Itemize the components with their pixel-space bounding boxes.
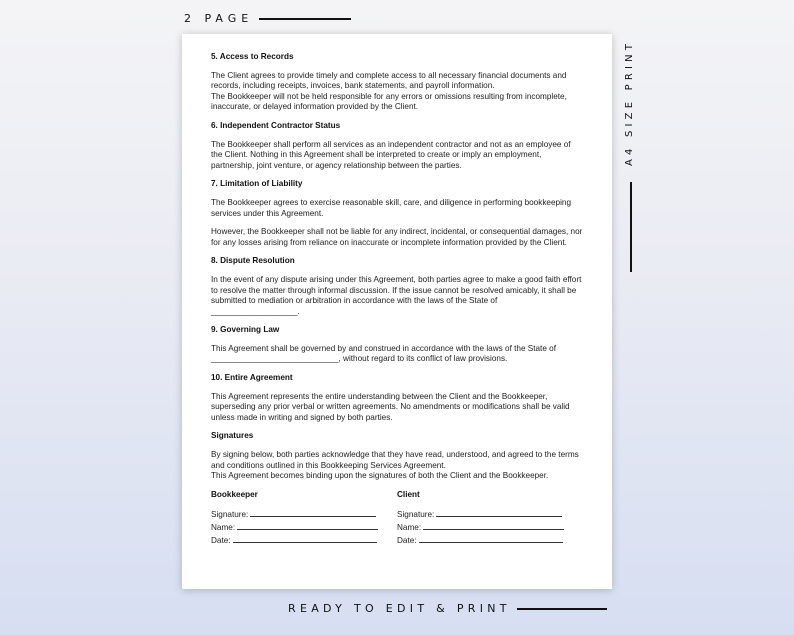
- document-section: [211, 121, 583, 171]
- page-count-label: 2 PAGE: [184, 12, 254, 25]
- signature-block: [397, 490, 583, 546]
- signature-field: [211, 521, 397, 534]
- edit-print-label: READY TO EDIT & PRINT: [288, 602, 511, 615]
- signature-blocks: [211, 490, 583, 546]
- document-section: [211, 325, 583, 365]
- signature-blank-line: [233, 534, 377, 543]
- signature-blank-line: [419, 534, 563, 543]
- signature-blank-line: [250, 508, 376, 517]
- signature-field: [397, 521, 583, 534]
- section-heading: 8. Dispute Resolution: [211, 256, 295, 266]
- signature-field: [397, 534, 583, 547]
- section-paragraph: The Bookkeeper agrees to exercise reasonable skill, care, and diligence in performing bookkeeping services under this Agreement.: [211, 197, 572, 218]
- section-heading: 6. Independent Contractor Status: [211, 120, 341, 130]
- signature-field-label: Date:: [211, 535, 231, 545]
- signature-field: [211, 508, 397, 521]
- section-paragraph: This Agreement shall be governed by and construed in accordance with the laws of the State of ____________________________, without regard to its conflict of law provisions.: [211, 343, 556, 364]
- section-heading: Signatures: [211, 431, 254, 441]
- section-heading: 7. Limitation of Liability: [211, 179, 303, 189]
- document-section: [211, 431, 583, 481]
- signature-block-title: Bookkeeper: [211, 489, 258, 499]
- section-heading: 10. Entire Agreement: [211, 373, 293, 383]
- side-banner-rule: [630, 182, 632, 272]
- section-paragraph: In the event of any dispute arising under this Agreement, both parties agree to make a good faith effort to resolve the matter through informal discussion. If the issue cannot be resolved amicably, it shall be submitted to mediation or arbitration in accordance with the laws of the State of ___________________.: [211, 274, 582, 316]
- section-paragraph: The Bookkeeper shall perform all services as an independent contractor and not as an employee of the Client. Nothing in this Agreement shall be interpreted to create or imply an employment, partnership, joint venture, or agency relationship between the parties.: [211, 139, 571, 170]
- print-size-label: A4 SIZE PRINT: [624, 39, 635, 166]
- top-banner: [184, 12, 351, 25]
- document-sections: [211, 52, 583, 482]
- signature-field: [397, 508, 583, 521]
- top-banner-rule: [259, 18, 351, 20]
- document-content: [211, 52, 583, 546]
- signature-field-label: Name:: [211, 523, 236, 532]
- side-banner: [624, 30, 638, 275]
- document-page: [182, 34, 612, 589]
- signature-block: [211, 490, 397, 546]
- signature-field-label: Signature:: [211, 510, 249, 520]
- document-section: [211, 179, 583, 248]
- section-paragraph: The Client agrees to provide timely and complete access to all necessary financial documents and records, including receipts, invoices, bank statements, and payroll information. The Bookkeeper will not be held responsible for any errors or omissions resulting from incomplete, inaccurate, or delayed information provided by the Client.: [211, 70, 567, 112]
- signature-field: [211, 534, 397, 547]
- signature-blank-line: [237, 521, 378, 530]
- section-heading: 5. Access to Records: [211, 52, 294, 61]
- signature-field-label: Date:: [397, 535, 417, 545]
- signature-blank-line: [423, 521, 564, 530]
- section-heading: 9. Governing Law: [211, 325, 280, 335]
- section-paragraph: However, the Bookkeeper shall not be liable for any indirect, incidental, or consequential damages, nor for any losses arising from reliance on inaccurate or incomplete information provided by the Client.: [211, 227, 583, 247]
- document-section: [211, 256, 583, 317]
- bottom-banner-rule: [517, 608, 607, 610]
- section-paragraph: By signing below, both parties acknowledge that they have read, understood, and agreed to the terms and conditions outlined in this Bookkeeping Services Agreement. This Agreement becomes binding upon the signatures of both the Client and the Bookkeeper.: [211, 450, 579, 481]
- signature-blank-line: [436, 508, 562, 517]
- document-section: [211, 52, 583, 113]
- document-section: [211, 373, 583, 423]
- signature-field-label: Signature:: [397, 510, 435, 520]
- bottom-banner: [288, 602, 607, 615]
- signature-field-label: Name:: [397, 523, 422, 532]
- section-paragraph: This Agreement represents the entire understanding between the Client and the Bookkeeper, superseding any prior verbal or written agreements. No amendments or modifications shall be valid unless made in writing and signed by both parties.: [211, 391, 570, 422]
- signature-block-title: Client: [397, 489, 420, 499]
